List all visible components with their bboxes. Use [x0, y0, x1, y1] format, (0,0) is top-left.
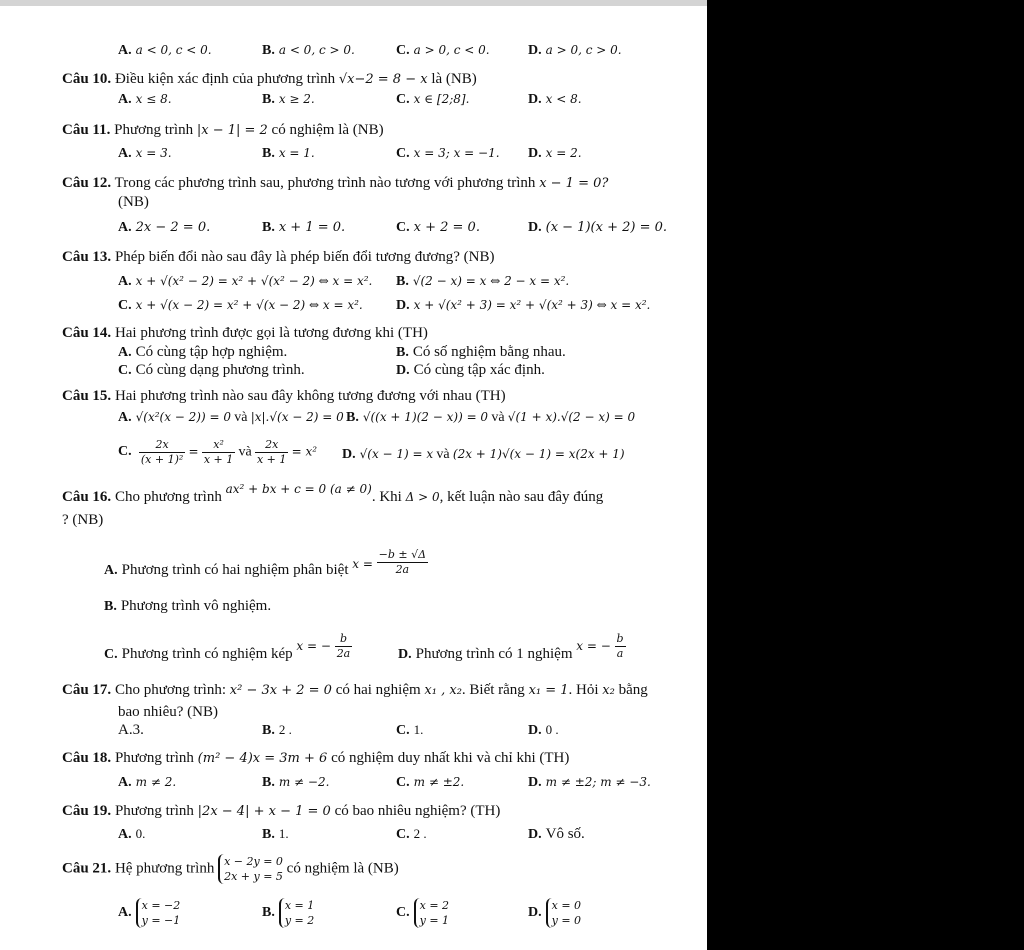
q15-c-frac-2: $\frac{\text{x²}}{x + 1}$ — [203, 438, 234, 466]
q21-system: x − 2y = 0 2x + y = 5 — [218, 854, 283, 884]
q9-option-d: D. a > 0, c > 0. — [528, 43, 622, 58]
q12-option-b: B. x + 1 = 0. — [262, 220, 346, 235]
q11-option-c: C. x = 3; x = −1. — [396, 146, 500, 161]
q16-c-frac: $\frac{b}{2a}$ — [336, 632, 351, 660]
q13-option-c: C. x + √(x − 2) = x² + √(x − 2) ⇔ x = x². — [118, 298, 363, 313]
q13-option-d: D. x + √(x² + 3) = x² + √(x² + 3) ⇔ x = x². — [396, 298, 651, 313]
q21-option-b: B. x = 1 y = 2 — [262, 899, 315, 927]
q18-stem: Câu 18. Phương trình (m² − 4)x = 3m + 6 có nghiệm duy nhất khi và chỉ khi (TH) — [62, 750, 570, 766]
q15-c-frac-3: $\frac{2x}{x + 1}$ — [256, 438, 287, 466]
q11-option-b: B. x = 1. — [262, 146, 315, 161]
q12-stem: Câu 12. Trong các phương trình sau, phương trình nào tương với phương trình x − 1 = 0? — [62, 175, 609, 191]
q12-option-d: D. (x − 1)(x + 2) = 0. — [528, 220, 667, 235]
q19-stem: Câu 19. Phương trình |2x − 4| + x − 1 = 0 có bao nhiêu nghiệm? (TH) — [62, 803, 501, 819]
q13-option-b: B. √(2 − x) = x ⇔ 2 − x = x². — [396, 274, 570, 289]
q11-stem: Câu 11. Phương trình |x − 1| = 2 có nghiệm là (NB) — [62, 122, 384, 138]
q12-stem-cont: (NB) — [118, 194, 149, 210]
q15-c-frac-1: $\frac{2x}{\text{(x + 1)²}}$ — [140, 438, 184, 466]
q15-option-d: D. √(x − 1) = x và (2x + 1)√(x − 1) = x(2x + 1) — [342, 447, 625, 462]
q10-option-c: C. x ∈ [2;8]. — [396, 92, 470, 107]
q15-option-a: A. √(x²(x − 2)) = 0 và |x|.√(x − 2) = 0 — [118, 410, 344, 425]
q13-option-a: A. x + √(x² − 2) = x² + √(x² − 2) ⇔ x = x². — [118, 274, 373, 289]
q13-stem: Câu 13. Phép biến đổi nào sau đây là phép biến đổi tương đương? (NB) — [62, 249, 495, 265]
q12-option-c: C. x + 2 = 0. — [396, 220, 480, 235]
q15-option-c: C. $\frac{2x}{\text{(x + 1)²}}$ = $\frac{\text{x²}}{x + 1}$ và $\frac{2x}{x + 1}$ = x² — [118, 438, 318, 466]
q17-stem: Câu 17. Cho phương trình: x² − 3x + 2 = 0 có hai nghiệm x₁ , x₂. Biết rằng x₁ = 1. Hỏi x₂ bằng — [62, 682, 648, 698]
page-top-edge — [0, 0, 707, 6]
q19-option-c: C. 2 . — [396, 826, 427, 842]
q16-option-b: B. Phương trình vô nghiệm. — [104, 598, 272, 614]
q18-option-a: A. m ≠ 2. — [118, 775, 177, 790]
q19-option-d: D. Vô số. — [528, 826, 585, 842]
q19-option-a: A. 0. — [118, 826, 146, 842]
q18-option-b: B. m ≠ −2. — [262, 775, 330, 790]
q17-option-a: A.3. — [118, 722, 144, 738]
q21-option-d: D. x = 0 y = 0 — [528, 899, 582, 927]
q10-option-d: D. x < 8. — [528, 92, 582, 107]
q10-option-a: A. x ≤ 8. — [118, 92, 172, 107]
q16-d-frac: $\frac{b}{a}$ — [616, 632, 624, 660]
q17-option-b: B. 2 . — [262, 722, 292, 738]
q16-a-frac: $\frac{-b \pm √\Delta}{2a}$ — [378, 548, 427, 576]
q21-stem: Câu 21. Hệ phương trình x − 2y = 0 2x + y = 5 có nghiệm là (NB) — [62, 855, 399, 883]
q14-option-b: B. Có số nghiệm bằng nhau. — [396, 344, 566, 360]
q10-stem: Câu 10. Điều kiện xác định của phương trình √x−2 = 8 − x là (NB) — [62, 71, 477, 87]
q16-option-c: C. Phương trình có nghiệm kép $^{x = -}$ $\frac{b}{2a}$ — [104, 632, 351, 662]
q11-option-d: D. x = 2. — [528, 146, 582, 161]
q21-option-c: C. x = 2 y = 1 — [396, 899, 450, 927]
q18-option-d: D. m ≠ ±2; m ≠ −3. — [528, 775, 651, 790]
q17-stem-cont: bao nhiêu? (NB) — [118, 704, 218, 720]
q17-option-c: C. 1. — [396, 722, 424, 738]
q16-stem-cont: ? (NB) — [62, 512, 104, 528]
q10-option-b: B. x ≥ 2. — [262, 92, 315, 107]
q19-option-b: B. 1. — [262, 826, 289, 842]
q11-option-a: A. x = 3. — [118, 146, 172, 161]
q12-option-a: A. 2x − 2 = 0. — [118, 220, 211, 235]
q18-option-c: C. m ≠ ±2. — [396, 775, 465, 790]
q17-option-d: D. 0 . — [528, 722, 559, 738]
q9-option-c: C. a > 0, c < 0. — [396, 43, 490, 58]
q14-option-d: D. Có cùng tập xác định. — [396, 362, 545, 378]
q9-option-b: B. a < 0, c > 0. — [262, 43, 355, 58]
q16-option-a: A. Phương trình có hai nghiệm phân biệt $^{x =}$ $\frac{-b \pm √\Delta}{2a}$ — [104, 548, 427, 578]
q16-stem: Câu 16. Cho phương trình $^{ax^2 + bx + c = 0 (a \ne 0)}$. Khi Δ > 0, kết luận nào sau đây đúng — [62, 482, 604, 505]
q14-option-a: A. Có cùng tập hợp nghiệm. — [118, 344, 288, 360]
q9-option-a: A. a < 0, c < 0. — [118, 43, 212, 58]
q14-option-c: C. Có cùng dạng phương trình. — [118, 362, 305, 378]
q15-stem: Câu 15. Hai phương trình nào sau đây không tương đương với nhau (TH) — [62, 388, 506, 404]
q15-option-b: B. √((x + 1)(2 − x)) = 0 và √(1 + x).√(2 − x) = 0 — [346, 410, 636, 425]
q14-stem: Câu 14. Hai phương trình được gọi là tương đương khi (TH) — [62, 325, 428, 341]
q16-option-d: D. Phương trình có 1 nghiệm $^{x = -}$ $\frac{b}{a}$ — [398, 632, 624, 662]
q21-option-a: A. x = −2 y = −1 — [118, 899, 181, 927]
